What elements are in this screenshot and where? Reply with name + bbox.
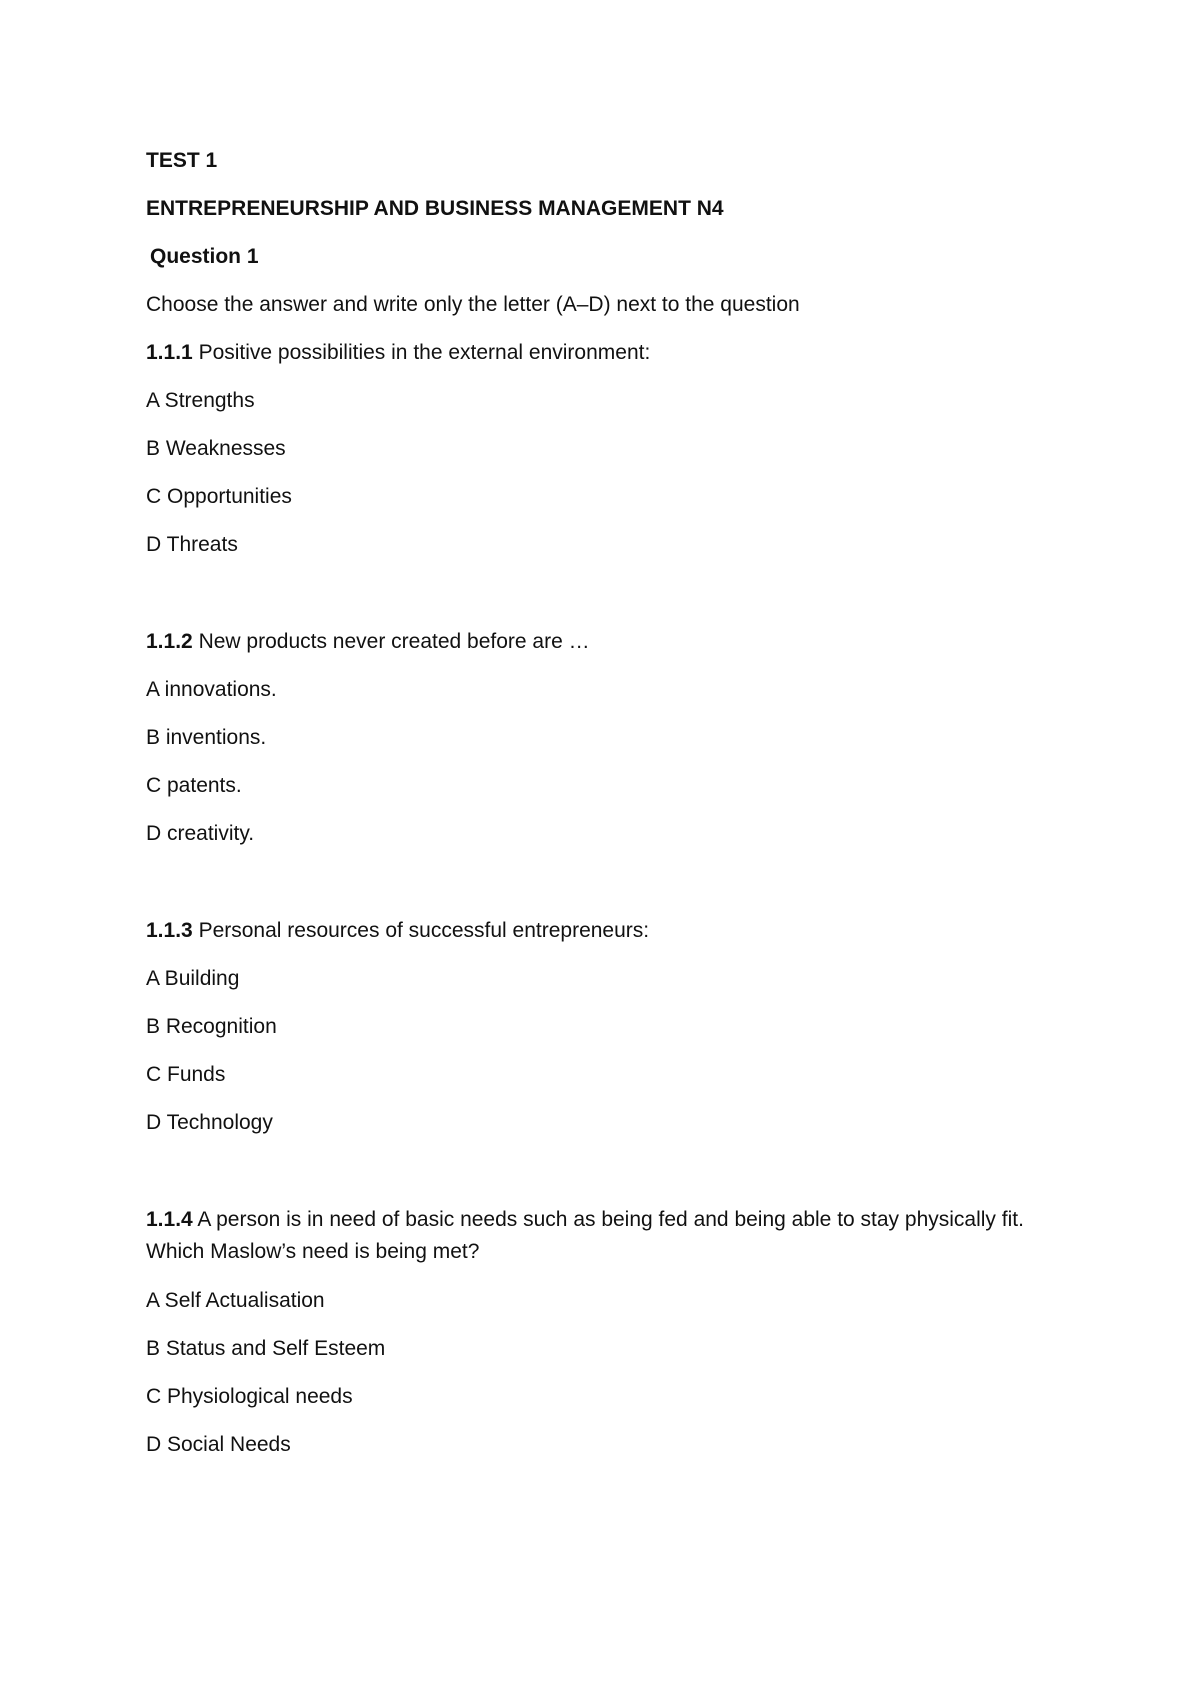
- option-d: D Social Needs: [146, 1433, 291, 1456]
- option-c: C Funds: [146, 1063, 226, 1086]
- option-b: B Status and Self Esteem: [146, 1337, 386, 1360]
- question-1-1-3: [146, 915, 649, 947]
- option-d: D Threats: [146, 533, 238, 556]
- option-b: B inventions.: [146, 726, 267, 749]
- option-d: D creativity.: [146, 822, 255, 845]
- option-b: B Recognition: [146, 1015, 277, 1038]
- option-a: A Self Actualisation: [146, 1289, 325, 1312]
- question-number: 1.1.4: [146, 1208, 193, 1231]
- question-text: Positive possibilities in the external environment:: [198, 341, 651, 364]
- question-number: 1.1.3: [146, 919, 193, 942]
- question-number: 1.1.2: [146, 630, 193, 653]
- option-c: C Opportunities: [146, 485, 292, 508]
- question-1-1-1: [146, 337, 650, 369]
- instruction-text: Choose the answer and write only the letter (A–D) next to the question: [146, 293, 800, 316]
- question-1-1-4: [146, 1204, 1046, 1268]
- option-b: B Weaknesses: [146, 437, 286, 460]
- test-title: TEST 1: [146, 149, 218, 172]
- option-a: A Building: [146, 967, 240, 990]
- section-heading: Question 1: [150, 245, 259, 268]
- question-text: A person is in need of basic needs such as being fed and being able to stay physically fit. Which Maslow’s need is being met?: [146, 1208, 1024, 1263]
- option-c: C patents.: [146, 774, 242, 797]
- option-a: A Strengths: [146, 389, 255, 412]
- option-d: D Technology: [146, 1111, 273, 1134]
- option-c: C Physiological needs: [146, 1385, 353, 1408]
- question-number: 1.1.1: [146, 341, 193, 364]
- question-text: Personal resources of successful entrepreneurs:: [198, 919, 650, 942]
- question-text: New products never created before are …: [198, 630, 590, 653]
- question-1-1-2: [146, 626, 590, 658]
- subject-title: ENTREPRENEURSHIP AND BUSINESS MANAGEMENT N4: [146, 197, 724, 220]
- option-a: A innovations.: [146, 678, 277, 701]
